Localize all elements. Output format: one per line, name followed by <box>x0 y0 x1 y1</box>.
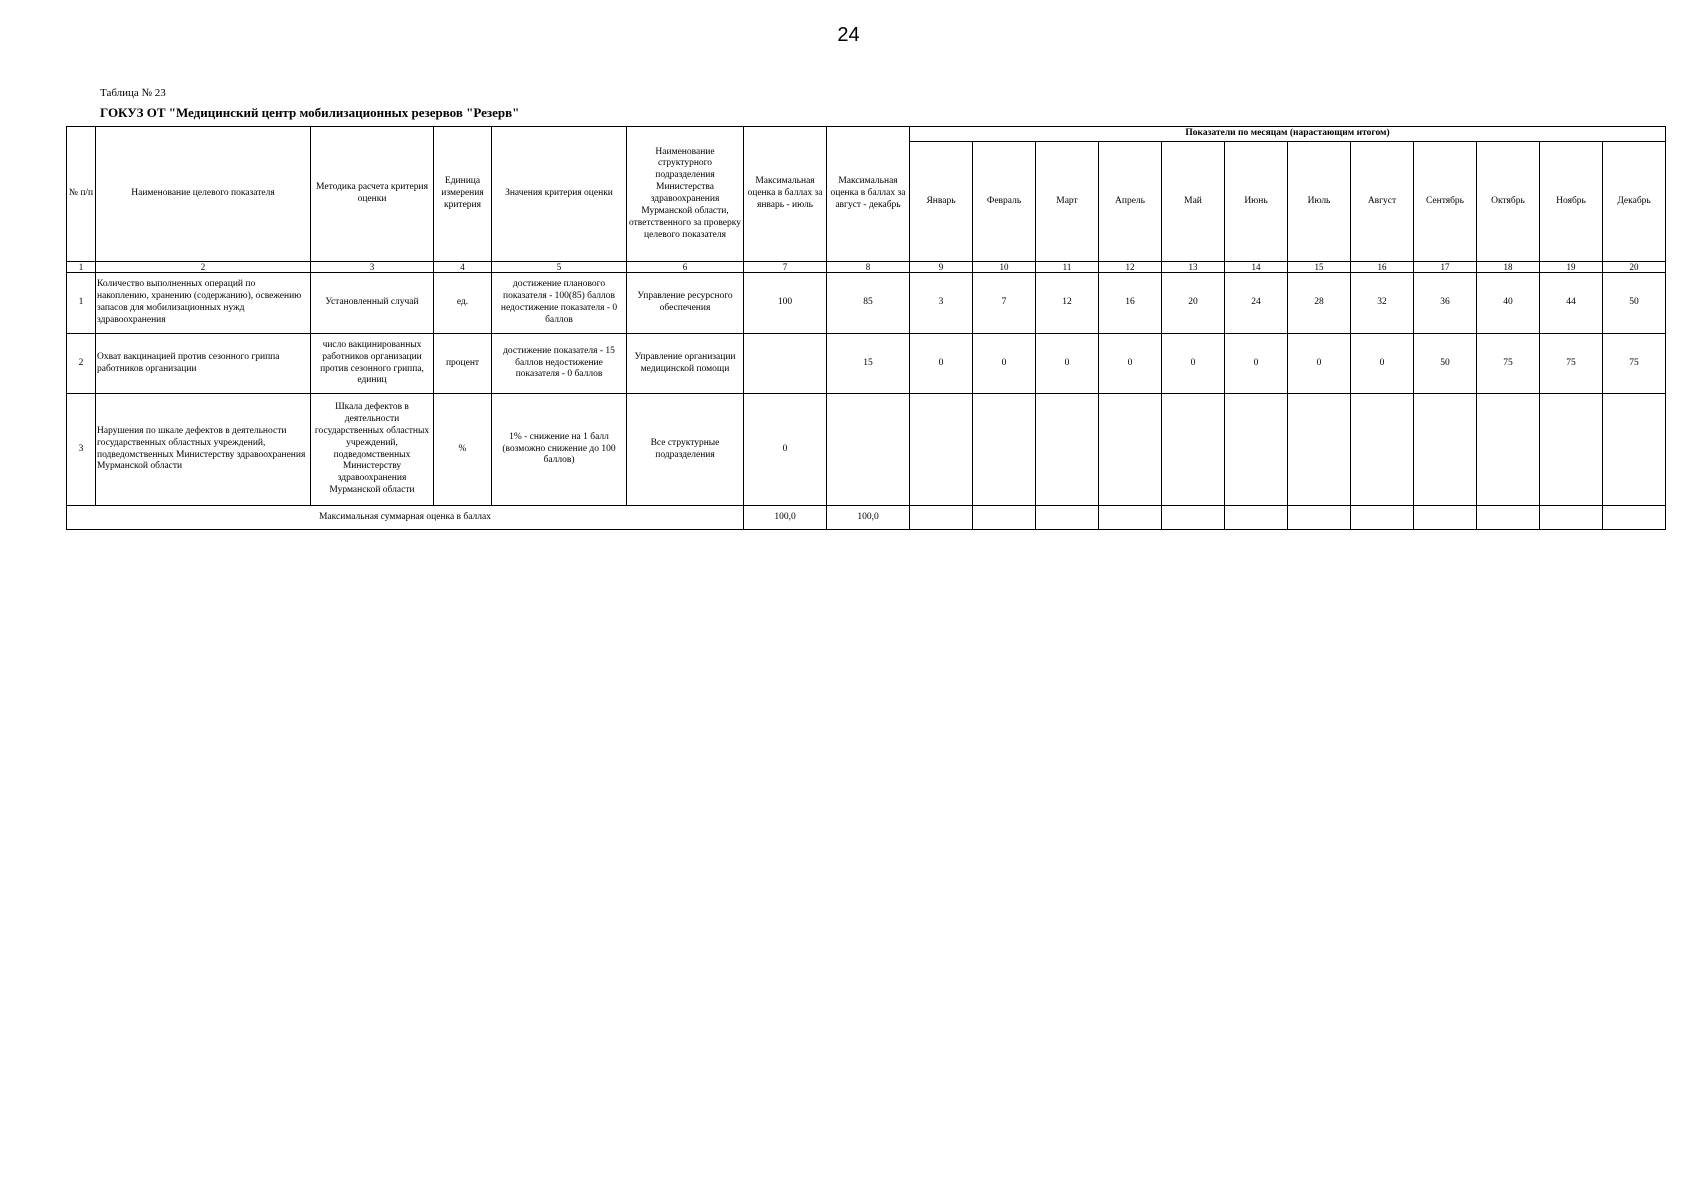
column-number: 16 <box>1351 262 1414 273</box>
header-num: № п/п <box>67 127 96 262</box>
row-month-value <box>1099 394 1162 506</box>
page-number: 24 <box>837 24 860 46</box>
row-month-value <box>1414 394 1477 506</box>
header-month: Июль <box>1288 142 1351 262</box>
row-month-value: 0 <box>973 334 1036 394</box>
indicators-table <box>66 126 1666 530</box>
header-name: Наименование целевого показателя <box>96 127 311 262</box>
total-row <box>67 506 1666 530</box>
header-month: Сентябрь <box>1414 142 1477 262</box>
row-month-value: 28 <box>1288 273 1351 334</box>
row-month-value <box>1036 394 1099 506</box>
row-name: Охват вакцинацией против сезонного гриппа работников организации <box>96 334 311 394</box>
row-dept: Управление организации медицинской помощи <box>627 334 744 394</box>
column-number: 1 <box>67 262 96 273</box>
column-number: 12 <box>1099 262 1162 273</box>
row-month-value <box>1225 394 1288 506</box>
header-max-aug-dec: Максимальная оценка в баллах за август - декабрь <box>827 127 910 262</box>
row-month-value: 0 <box>1351 334 1414 394</box>
row-dept: Управление ресурсного обеспечения <box>627 273 744 334</box>
header-month: Январь <box>910 142 973 262</box>
row-num: 1 <box>67 273 96 334</box>
header-month: Май <box>1162 142 1225 262</box>
row-month-value: 7 <box>973 273 1036 334</box>
row-month-value <box>1162 394 1225 506</box>
row-month-value: 12 <box>1036 273 1099 334</box>
column-number: 3 <box>311 262 434 273</box>
total-max-aug-dec: 100,0 <box>827 506 910 530</box>
table-row <box>67 334 1666 394</box>
header-month: Март <box>1036 142 1099 262</box>
row-values: достижение показателя - 15 баллов недостижение показателя - 0 баллов <box>492 334 627 394</box>
row-month-value <box>1603 394 1666 506</box>
column-number: 6 <box>627 262 744 273</box>
row-month-value: 75 <box>1603 334 1666 394</box>
row-month-value: 24 <box>1225 273 1288 334</box>
column-number: 18 <box>1477 262 1540 273</box>
row-month-value: 20 <box>1162 273 1225 334</box>
row-month-value: 50 <box>1414 334 1477 394</box>
header-month: Апрель <box>1099 142 1162 262</box>
column-number: 9 <box>910 262 973 273</box>
row-unit: % <box>434 394 492 506</box>
column-number: 15 <box>1288 262 1351 273</box>
row-month-value: 0 <box>910 334 973 394</box>
column-number: 19 <box>1540 262 1603 273</box>
row-month-value: 0 <box>1099 334 1162 394</box>
row-unit: ед. <box>434 273 492 334</box>
row-month-value: 36 <box>1414 273 1477 334</box>
row-name: Количество выполненных операций по накоплению, хранению (содержанию), освежению запасов для мобилизационных нужд здравоохранения <box>96 273 311 334</box>
header-month: Октябрь <box>1477 142 1540 262</box>
row-max-jan-jul: 0 <box>744 394 827 506</box>
total-month-cell <box>1288 506 1351 530</box>
column-numbers-row <box>67 262 1666 273</box>
total-month-cell <box>1162 506 1225 530</box>
row-month-value: 3 <box>910 273 973 334</box>
header-unit: Единица измерения критерия <box>434 127 492 262</box>
row-month-value: 16 <box>1099 273 1162 334</box>
row-month-value: 40 <box>1477 273 1540 334</box>
total-month-cell <box>1099 506 1162 530</box>
header-max-jan-jul: Максимальная оценка в баллах за январь - июль <box>744 127 827 262</box>
header-months-group: Показатели по месяцам (нарастающим итогом) <box>910 127 1666 142</box>
header-dept: Наименование структурного подразделения Министерства здравоохранения Мурманской области, ответственного за проверку целевого показателя <box>627 127 744 262</box>
row-month-value: 0 <box>1225 334 1288 394</box>
total-label: Максимальная суммарная оценка в баллах <box>67 506 744 530</box>
total-month-cell <box>1414 506 1477 530</box>
row-values: достижение планового показателя - 100(85) баллов недостижение показателя - 0 баллов <box>492 273 627 334</box>
row-max-aug-dec <box>827 394 910 506</box>
row-num: 2 <box>67 334 96 394</box>
row-month-value: 0 <box>1162 334 1225 394</box>
row-max-aug-dec: 85 <box>827 273 910 334</box>
column-number: 13 <box>1162 262 1225 273</box>
total-month-cell <box>1603 506 1666 530</box>
row-method: число вакцинированных работников организации против сезонного гриппа, единиц <box>311 334 434 394</box>
row-month-value: 32 <box>1351 273 1414 334</box>
row-month-value: 0 <box>1036 334 1099 394</box>
row-method: Шкала дефектов в деятельности государственных областных учреждений, подведомственных Министерству здравоохранения Мурманской области <box>311 394 434 506</box>
table-title: ГОКУЗ ОТ "Медицинский центр мобилизационных резервов "Резерв" <box>100 105 520 120</box>
column-number: 5 <box>492 262 627 273</box>
column-number: 11 <box>1036 262 1099 273</box>
header-month: Август <box>1351 142 1414 262</box>
column-number: 17 <box>1414 262 1477 273</box>
row-month-value: 0 <box>1288 334 1351 394</box>
row-max-aug-dec: 15 <box>827 334 910 394</box>
row-month-value <box>1477 394 1540 506</box>
row-name: Нарушения по шкале дефектов в деятельности государственных областных учреждений, подведомственных Министерству здравоохранения Мурманской области <box>96 394 311 506</box>
total-month-cell <box>1351 506 1414 530</box>
table-row <box>67 394 1666 506</box>
row-month-value: 75 <box>1477 334 1540 394</box>
row-values: 1% - снижение на 1 балл (возможно снижение до 100 баллов) <box>492 394 627 506</box>
column-number: 4 <box>434 262 492 273</box>
total-month-cell <box>973 506 1036 530</box>
row-num: 3 <box>67 394 96 506</box>
row-month-value <box>910 394 973 506</box>
row-month-value <box>1351 394 1414 506</box>
table-row <box>67 273 1666 334</box>
total-max-jan-jul: 100,0 <box>744 506 827 530</box>
header-month: Ноябрь <box>1540 142 1603 262</box>
row-dept: Все структурные подразделения <box>627 394 744 506</box>
header-month: Июнь <box>1225 142 1288 262</box>
column-number: 10 <box>973 262 1036 273</box>
total-month-cell <box>1036 506 1099 530</box>
row-method: Установленный случай <box>311 273 434 334</box>
row-max-jan-jul <box>744 334 827 394</box>
total-month-cell <box>1540 506 1603 530</box>
row-month-value <box>1540 394 1603 506</box>
header-method: Методика расчета критерия оценки <box>311 127 434 262</box>
total-month-cell <box>1225 506 1288 530</box>
row-month-value <box>1288 394 1351 506</box>
row-unit: процент <box>434 334 492 394</box>
total-month-cell <box>1477 506 1540 530</box>
header-month: Декабрь <box>1603 142 1666 262</box>
header-month: Февраль <box>973 142 1036 262</box>
row-max-jan-jul: 100 <box>744 273 827 334</box>
row-month-value <box>973 394 1036 506</box>
row-month-value: 50 <box>1603 273 1666 334</box>
column-number: 8 <box>827 262 910 273</box>
row-month-value: 75 <box>1540 334 1603 394</box>
column-number: 14 <box>1225 262 1288 273</box>
column-number: 2 <box>96 262 311 273</box>
table-caption: Таблица № 23 <box>100 87 166 99</box>
column-number: 20 <box>1603 262 1666 273</box>
column-number: 7 <box>744 262 827 273</box>
row-month-value: 44 <box>1540 273 1603 334</box>
header-values: Значения критерия оценки <box>492 127 627 262</box>
total-month-cell <box>910 506 973 530</box>
